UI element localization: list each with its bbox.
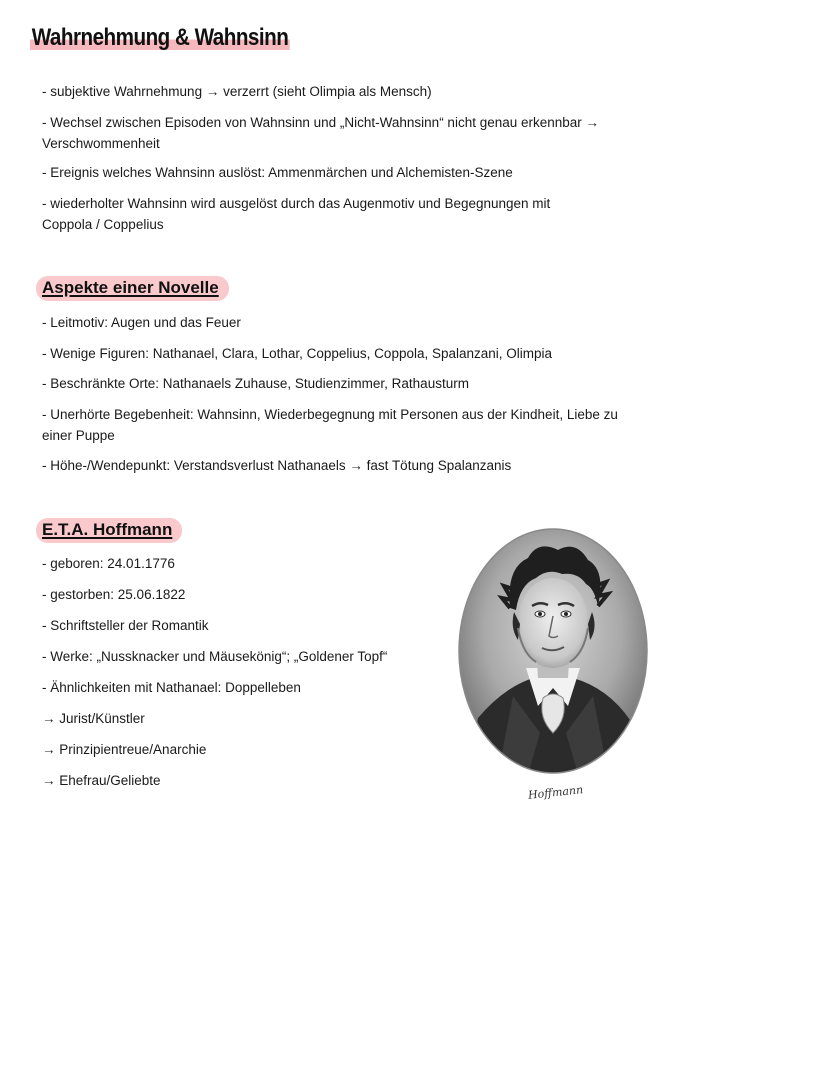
list-item: - Ähnlichkeiten mit Nathanael: Doppelleben (42, 680, 301, 695)
list-item: - subjektive Wahrnehmung → verzerrt (sieht Olimpia als Mensch) (42, 84, 432, 99)
list-item: - Werke: „Nussknacker und Mäusekönig“; „Goldener Topf“ (42, 649, 388, 664)
list-item: - Höhe-/Wendepunkt: Verstandsverlust Nathanaels → fast Tötung Spalanzanis (42, 458, 512, 473)
list-item: - Unerhörte Begebenheit: Wahnsinn, Wiederbegegnung mit Personen aus der Kindheit, Liebe zu einer Puppe (42, 407, 618, 443)
section-heading-hoffmann: E.T.A. Hoffmann (36, 518, 182, 543)
list-item: - Wenige Figuren: Nathanael, Clara, Lothar, Coppelius, Coppola, Spalanzani, Olimpia (42, 346, 553, 361)
list-item: - Ereignis welches Wahnsinn auslöst: Ammenmärchen und Alchemisten-Szene (42, 165, 513, 180)
hoffmann-signature: Hoffmann (527, 783, 584, 802)
list-item: - Schriftsteller der Romantik (42, 618, 209, 633)
list-item: → Prinzipientreue/Anarchie (42, 742, 207, 757)
list-item: - wiederholter Wahnsinn wird ausgelöst durch das Augenmotiv und Begegnungen mit Coppola / Coppelius (42, 196, 551, 232)
list-item: → Jurist/Künstler (42, 711, 145, 726)
list-item: - Wechsel zwischen Episoden von Wahnsinn und „Nicht-Wahnsinn“ nicht genau erkennbar → Verschwommenheit (42, 115, 600, 151)
section-heading-novelle: Aspekte einer Novelle (36, 276, 229, 301)
list-item: → Ehefrau/Geliebte (42, 773, 161, 788)
page-title: Wahrnehmung & Wahnsinn (31, 24, 289, 51)
list-item: - gestorben: 25.06.1822 (42, 587, 186, 602)
list-item: - Beschränkte Orte: Nathanaels Zuhause, Studienzimmer, Rathausturm (42, 376, 469, 391)
list-item: - Leitmotiv: Augen und das Feuer (42, 315, 241, 330)
hoffmann-portrait (458, 528, 648, 774)
list-item: - geboren: 24.01.1776 (42, 556, 175, 571)
